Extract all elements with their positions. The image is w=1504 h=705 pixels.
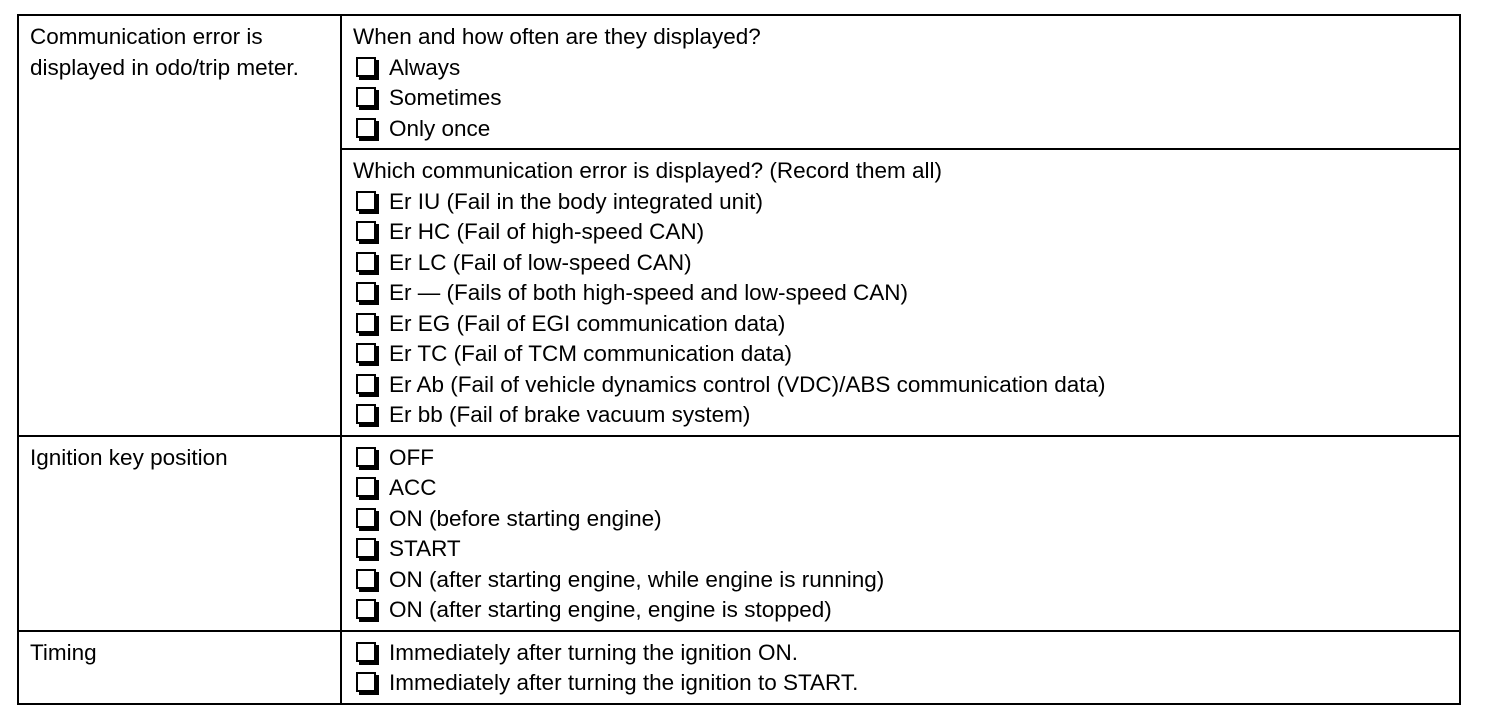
row-label-cell bbox=[18, 15, 341, 436]
checkbox-option[interactable] bbox=[353, 309, 1449, 340]
row-label-cell bbox=[18, 436, 341, 631]
checkbox-option[interactable] bbox=[353, 187, 1449, 218]
section-question: Which communication error is displayed? (Record them all) bbox=[353, 158, 942, 183]
checkbox-option[interactable] bbox=[353, 83, 1449, 114]
checkbox[interactable] bbox=[356, 569, 376, 589]
checkbox-option[interactable] bbox=[353, 443, 1449, 474]
checkbox-label: Er HC (Fail of high-speed CAN) bbox=[389, 219, 705, 244]
checkbox-label: Er TC (Fail of TCM communication data) bbox=[389, 341, 793, 366]
checkbox-option[interactable] bbox=[353, 248, 1449, 279]
checkbox-label: Er Ab (Fail of vehicle dynamics control (VDC)/ABS communication data) bbox=[389, 371, 1106, 397]
checkbox-option[interactable] bbox=[353, 565, 1449, 596]
section-cell-timing bbox=[341, 631, 1460, 704]
checkbox[interactable] bbox=[356, 404, 376, 424]
checkbox[interactable] bbox=[356, 642, 376, 662]
checkbox-option[interactable] bbox=[353, 638, 1449, 669]
row-label: Communication error is displayed in odo/trip meter. bbox=[30, 24, 299, 80]
checkbox-option[interactable] bbox=[353, 370, 1449, 401]
checkbox-option[interactable] bbox=[353, 534, 1449, 565]
checkbox[interactable] bbox=[356, 508, 376, 528]
checkbox-label: OFF bbox=[389, 444, 434, 470]
checkbox[interactable] bbox=[356, 374, 376, 394]
checkbox-option[interactable] bbox=[353, 339, 1449, 370]
checkbox[interactable] bbox=[356, 477, 376, 497]
row-label: Ignition key position bbox=[30, 444, 228, 470]
checkbox-option[interactable] bbox=[353, 53, 1449, 84]
checkbox[interactable] bbox=[356, 118, 376, 138]
checkbox-label: ON (before starting engine) bbox=[389, 505, 662, 531]
checkbox[interactable] bbox=[356, 191, 376, 211]
checkbox[interactable] bbox=[356, 282, 376, 302]
checkbox[interactable] bbox=[356, 221, 376, 241]
checkbox-label: Er — (Fails of both high-speed and low-speed CAN) bbox=[389, 280, 908, 305]
checkbox[interactable] bbox=[356, 599, 376, 619]
checkbox-option[interactable] bbox=[353, 473, 1449, 504]
checkbox-label: Er bb (Fail of brake vacuum system) bbox=[389, 402, 751, 427]
checkbox-label: ON (after starting engine, engine is stopped) bbox=[389, 597, 832, 622]
checkbox[interactable] bbox=[356, 343, 376, 363]
checkbox-label: Er LC (Fail of low-speed CAN) bbox=[389, 249, 692, 275]
form-row-timing bbox=[18, 631, 1460, 704]
checkbox-option[interactable] bbox=[353, 217, 1449, 248]
checkbox-label: Only once bbox=[389, 115, 491, 141]
row-label-cell bbox=[18, 631, 341, 704]
checkbox[interactable] bbox=[356, 252, 376, 272]
checkbox-label: Immediately after turning the ignition to START. bbox=[389, 670, 859, 695]
checkbox-option[interactable] bbox=[353, 504, 1449, 535]
checkbox-label: Sometimes bbox=[389, 85, 502, 110]
checkbox-option[interactable] bbox=[353, 114, 1449, 145]
checkbox-label: Er EG (Fail of EGI communication data) bbox=[389, 310, 786, 336]
diagnosis-form-table bbox=[17, 14, 1461, 705]
checkbox[interactable] bbox=[356, 447, 376, 467]
checkbox[interactable] bbox=[356, 57, 376, 77]
checkbox-label: Immediately after turning the ignition ON. bbox=[389, 639, 798, 665]
checkbox[interactable] bbox=[356, 313, 376, 333]
section-question: When and how often are they displayed? bbox=[353, 24, 761, 49]
checkbox-label: Er IU (Fail in the body integrated unit) bbox=[389, 188, 763, 214]
row-label: Timing bbox=[30, 639, 97, 665]
checkbox[interactable] bbox=[356, 538, 376, 558]
checkbox-label: START bbox=[389, 536, 461, 561]
checkbox-option[interactable] bbox=[353, 400, 1449, 431]
checkbox-label: Always bbox=[389, 54, 461, 80]
section-cell-frequency bbox=[341, 15, 1460, 149]
checkbox-option[interactable] bbox=[353, 668, 1449, 699]
form-row-communication-error bbox=[18, 15, 1460, 149]
checkbox-option[interactable] bbox=[353, 278, 1449, 309]
checkbox[interactable] bbox=[356, 87, 376, 107]
checkbox-option[interactable] bbox=[353, 595, 1449, 626]
section-cell-ignition-key bbox=[341, 436, 1460, 631]
section-cell-error-types bbox=[341, 149, 1460, 436]
form-row-ignition-key-position bbox=[18, 436, 1460, 631]
checkbox-label: ON (after starting engine, while engine is running) bbox=[389, 566, 885, 592]
checkbox-label: ACC bbox=[389, 475, 437, 500]
checkbox[interactable] bbox=[356, 672, 376, 692]
